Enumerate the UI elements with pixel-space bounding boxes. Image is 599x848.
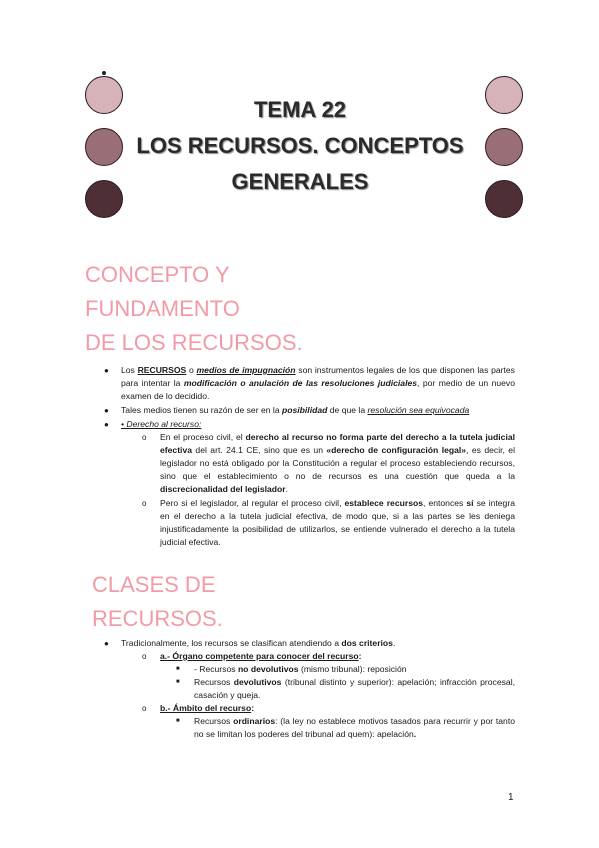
- list-item: ● Tales medios tienen su razón de ser en la posibilidad de que la resolución sea equivocada: [104, 405, 470, 415]
- bullet-icon: ●: [104, 639, 109, 648]
- square-bullet-icon: ■: [176, 718, 180, 724]
- section-heading-line-3: DE LOS RECURSOS.: [85, 330, 303, 355]
- decorative-circle-right-3: [485, 180, 523, 218]
- section-heading-line-2: RECURSOS.: [92, 606, 223, 631]
- title-line-2: LOS RECURSOS. CONCEPTOS: [136, 133, 464, 158]
- page-number: 1: [508, 792, 514, 803]
- list-item: ● • Derecho al recurso:: [104, 419, 202, 429]
- circle-bullet-icon: o: [142, 433, 147, 442]
- title-line-3: GENERALES: [231, 169, 369, 194]
- sub-sub-list-item: ■ - Recursos no devolutivos (mismo tribunal): reposición: [176, 664, 407, 674]
- sub-sub-list-item: ■ Recursos devolutivos (tribunal distinto y superior): apelación; infracción procesal, casación y queja.: [176, 677, 515, 700]
- title-line-1: TEMA 22: [253, 97, 347, 122]
- sub-list-item: o b.- Ámbito del recurso:: [142, 703, 255, 713]
- square-bullet-icon: ■: [176, 666, 180, 672]
- square-bullet-icon: ■: [176, 679, 180, 685]
- section-heading-line-1: CLASES DE: [92, 572, 216, 597]
- circle-bullet-icon: o: [142, 652, 147, 661]
- decorative-circle-left-3: [85, 180, 123, 218]
- circle-bullet-icon: o: [142, 704, 147, 713]
- small-dot: [102, 71, 106, 75]
- decorative-circle-left-1: [85, 76, 123, 114]
- section-heading-line-1: CONCEPTO Y: [85, 262, 230, 287]
- bullet-icon: ●: [104, 366, 109, 375]
- decorative-circle-right-2: [485, 128, 523, 166]
- sub-sub-list-item: ■ Recursos ordinarios: (la ley no establece motivos tasados para recurrir y por tanto no se limitan los poderes del tribunal ad quem): apelación.: [176, 716, 515, 739]
- section1-bullets: [104, 364, 515, 549]
- section2-bullets: [104, 637, 515, 741]
- page-title: [120, 92, 480, 200]
- decorative-circle-right-1: [485, 76, 523, 114]
- sub-list-item: o En el proceso civil, el derecho al recurso no forma parte del derecho a la tutela judicial efectiva del art. 24.1 CE, sino que es un «derecho de configuración legal», es decir, el legislador no está obligado por la Constitución a regular el proceso estableciendo recursos, sino que el establecimiento o no de recursos es una cuestión que queda a la discrecionalidad del legislador.: [142, 432, 515, 494]
- list-item: ● Los RECURSOS o medios de impugnación son instrumentos legales de los que disponen las partes para intentar la modificación o anulación de las resoluciones judiciales, por medio de un nuevo examen de lo decidido.: [104, 365, 515, 401]
- section-heading-concepto: [85, 258, 303, 360]
- section-heading-clases: [92, 568, 223, 636]
- section-heading-line-2: FUNDAMENTO: [85, 296, 240, 321]
- sub-list-item: o Pero si el legislador, al regular el proceso civil, establece recursos, entonces sí se integra en el derecho a la tutela judicial efectiva, de modo que, si a las partes se les deniega injustificadamente la posibilidad de utilizarlos, se entiende vulnerado el derecho a la tutela judicial efectiva.: [142, 498, 515, 547]
- bullet-icon: ●: [104, 406, 109, 415]
- decorative-circle-left-2: [85, 128, 123, 166]
- circle-bullet-icon: o: [142, 499, 147, 508]
- bullet-icon: ●: [104, 420, 109, 429]
- sub-list-item: o a.- Órgano competente para conocer del recurso:: [142, 651, 362, 661]
- list-item: ● Tradicionalmente, los recursos se clasifican atendiendo a dos criterios.: [104, 638, 396, 648]
